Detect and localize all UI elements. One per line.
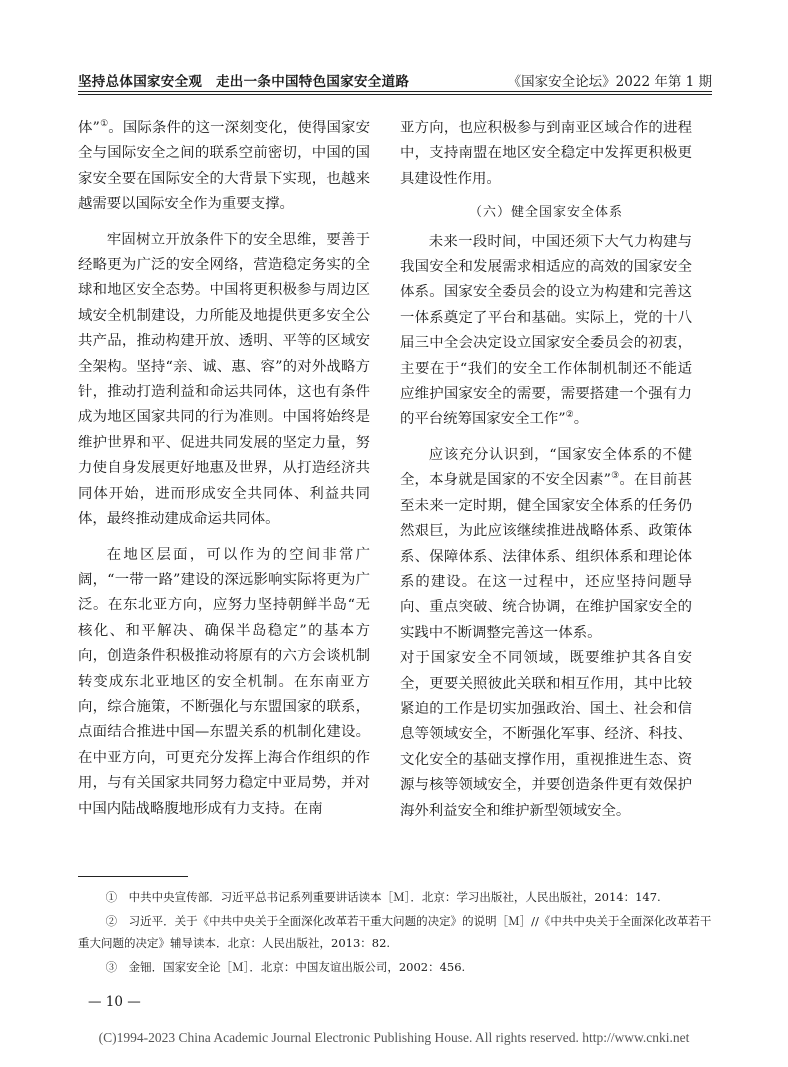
paragraph: 在地区层面，可以作为的空间非常广阔，“一带一路”建设的深远影响实际将更为广泛。在东北亚方向，应努力坚持朝鲜半岛“无核化、和平解决、确保半岛稳定”的基本方向，创造条件积极推动将原有的六方会谈机制转变成东北亚地区的安全机制。在东南亚方向，综合施策，不断强化与东盟国家的联系，点面结合推进中国—东盟关系的机制化建设。在中亚方向，可更充分发挥上海合作组织的作用，与有关国家共同努力稳定中亚局势，并对中国内陆战略腹地形成有力支持。在南 bbox=[78, 546, 370, 817]
paragraph: 未来一段时间，中国还须下大气力构建与我国安全和发展需求相适应的高效的国家安全体系。国家安全委员会的设立为构建和完善这一体系奠定了平台和基础。实际上，党的十八届三中全会决定设立国家安全委员会的初衷，主要在于“我们的安全工作体制机制还不能适应维护国家安全的需要，需要搭建一个强有力的平台统筹国家安全工作”②。 bbox=[400, 233, 692, 428]
left-column bbox=[78, 116, 370, 822]
header-divider bbox=[78, 91, 712, 95]
journal-issue: 《国家安全论坛》2022 年第 1 期 bbox=[507, 74, 712, 90]
footnote-2: ② 习近平．关于《中共中央关于全面深化改革若干重大问题的决定》的说明［Ｍ］//《中共中央关于全面深化改革若干重大问题的决定》辅导读本．北京：人民出版社，2013：82. bbox=[78, 914, 712, 950]
footnote-3: ③ 金钿．国家安全论［Ｍ］．北京：中国友谊出版公司，2002：456. bbox=[105, 960, 466, 974]
page-number: — 10 — bbox=[88, 994, 141, 1010]
paragraph: 亚方向，也应积极参与到南亚区域合作的进程中，支持南盟在地区安全稳定中发挥更积极更具建设性作用。 bbox=[400, 120, 692, 187]
footnote-ref-3[interactable]: ③ bbox=[611, 471, 620, 482]
paragraph: 牢固树立开放条件下的安全思维，要善于经略更为广泛的安全网络，营造稳定务实的全球和地区安全态势。中国将更积极参与周边区域安全机制建设，力所能及地提供更多安全公共产品，推动构建开放、透明、平等的区域安全架构。坚持“亲、诚、惠、容”的对外战略方针，推动打造利益和命运共同体，这也有条件成为地区国家共同的行为准则。中国将始终是维护世界和平、促进共同发展的坚定力量，努力使自身发展更好地惠及世界，从打造经济共同体开始，进而形成安全共同体、利益共同体，最终推动建成命运共同体。 bbox=[78, 231, 370, 528]
footnote-ref-2[interactable]: ② bbox=[565, 410, 574, 421]
right-column bbox=[400, 116, 692, 824]
paragraph: 对于国家安全不同领域，既要维护其各自安全，更要关照彼此关联和相互作用，其中比较紧迫的工作是切实加强政治、国土、社会和信息等领域安全，不断强化军事、经济、科技、文化安全的基础支撑作用，重视推进生态、资源与核等领域安全，并要创造条件更有效保护海外利益安全和维护新型领域安全。 bbox=[400, 650, 692, 819]
footnote-divider bbox=[78, 876, 188, 877]
paragraph: 应该充分认识到，“国家安全体系的不健全，本身就是国家的不安全因素”③。在目前甚至未来一定时期，健全国家安全体系的任务仍然艰巨，为此应该继续推进战略体系、政策体系、保障体系、法律体系、组织体系和理论体系的建设。在这一过程中，还应坚持问题导向、重点突破、统合协调，在维护国家安全的实践中不断调整完善这一体系。 bbox=[400, 446, 692, 641]
footnotes bbox=[78, 886, 712, 978]
article-title: 坚持总体国家安全观 走出一条中国特色国家安全道路 bbox=[78, 74, 410, 90]
running-header bbox=[78, 66, 712, 94]
footnote-ref-1[interactable]: ① bbox=[99, 119, 109, 130]
section-heading: （六）健全国家安全体系 bbox=[468, 205, 623, 221]
footnote-1: ① 中共中央宣传部．习近平总书记系列重要讲话读本［Ｍ］．北京：学习出版社，人民出版社，2014：147. bbox=[105, 890, 661, 904]
copyright-line: (C)1994-2023 China Academic Journal Electronic Publishing House. All rights reserved. http://www.cnki.net bbox=[98, 1030, 690, 1045]
paragraph: 体”①。国际条件的这一深刻变化，使得国家安全与国际安全之间的联系空前密切，中国的国家安全要在国际安全的大背景下实现，也越来越需要以国际安全作为重要支撑。 bbox=[78, 119, 370, 213]
